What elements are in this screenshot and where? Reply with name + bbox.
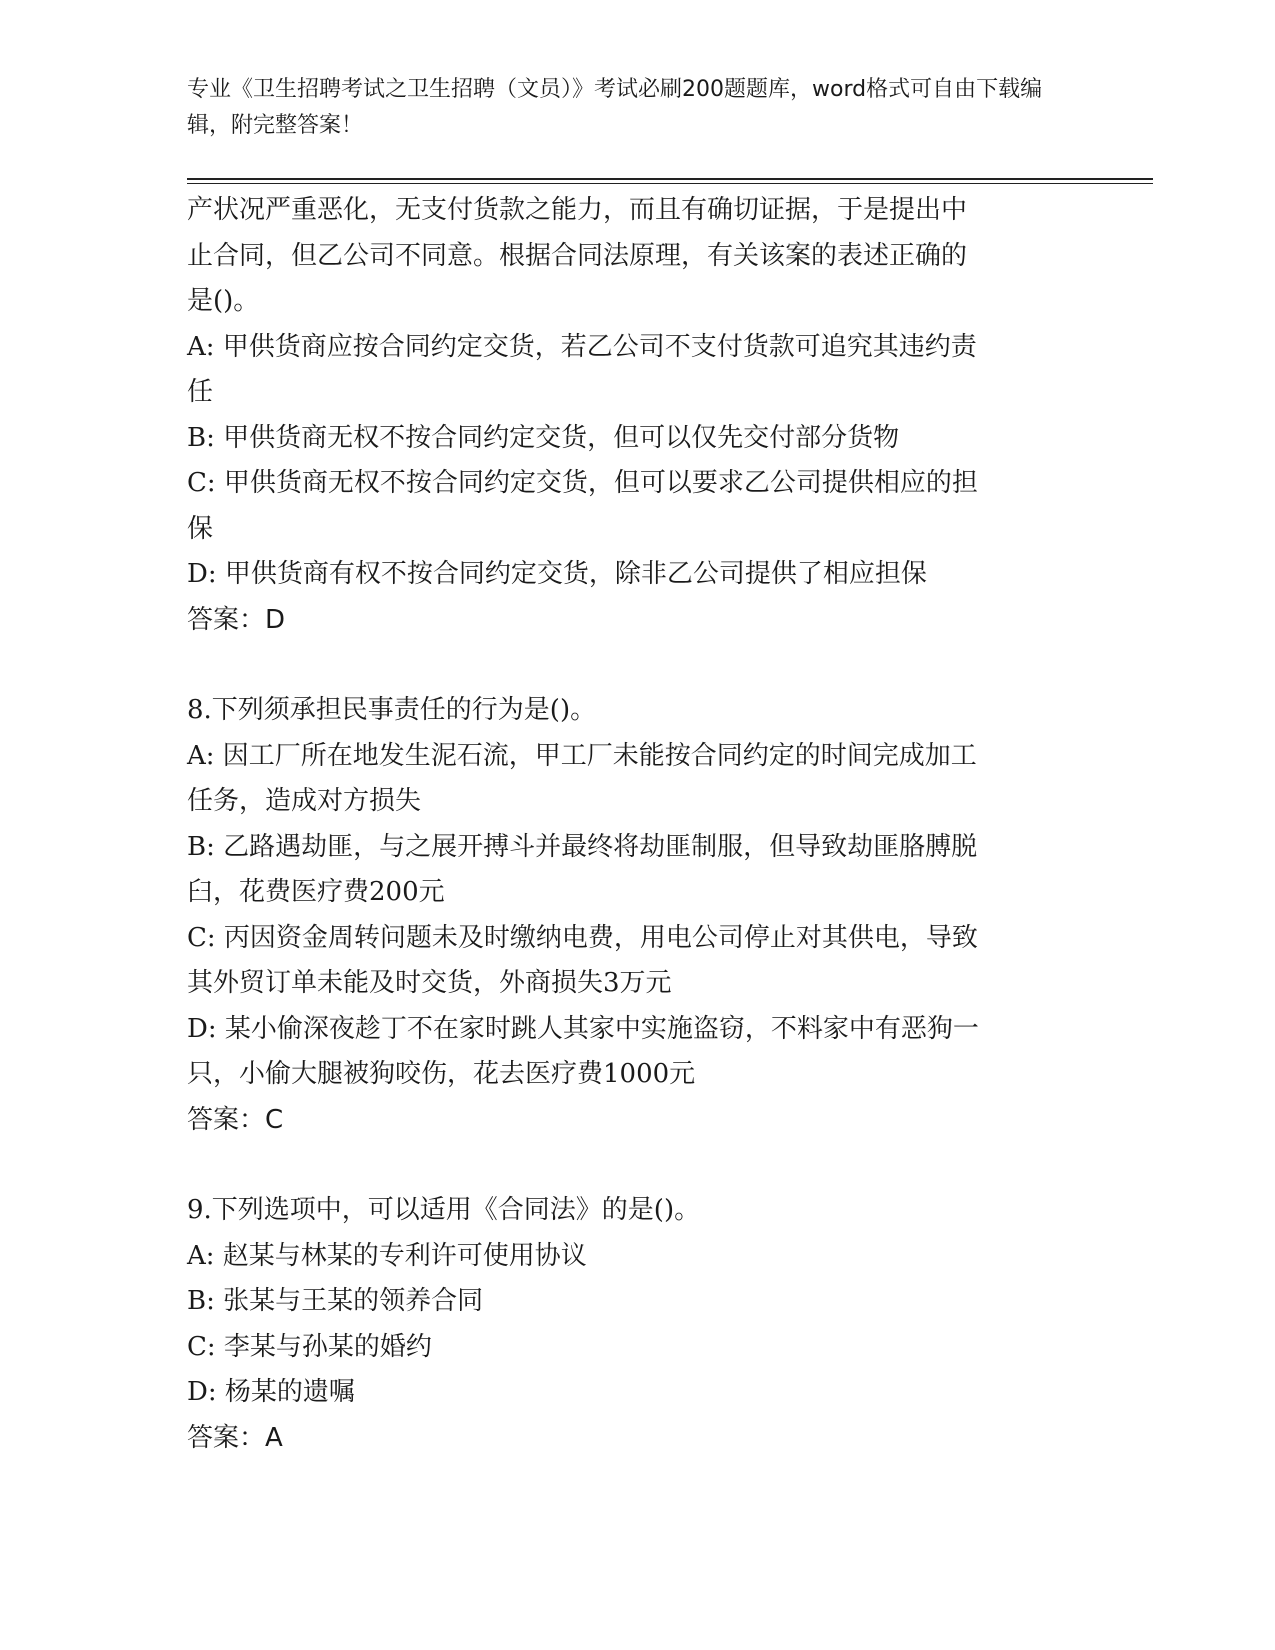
option-b-line: B: 张某与王某的领养合同 [187, 1286, 484, 1316]
option-a-line: A: 因工厂所在地发生泥石流，甲工厂未能按合同约定的时间完成加工 [187, 740, 977, 771]
question-stem: 9.下列选项中，可以适用《合同法》的是()。 [187, 1195, 701, 1225]
option-d-line: D: 甲供货商有权不按合同约定交货，除非乙公司提供了相应担保 [187, 559, 927, 589]
spacer [187, 643, 1087, 688]
option-b-line: 臼，花费医疗费200元 [187, 877, 445, 907]
answer-line: 答案：A [187, 1422, 283, 1453]
question-9 [187, 1188, 1087, 1461]
option-a-line: A: 赵某与林某的专利许可使用协议 [187, 1240, 587, 1271]
question-stem-line: 止合同，但乙公司不同意。根据合同法原理，有关该案的表述正确的 [187, 240, 968, 271]
option-d-line: D: 某小偷深夜趁丁不在家时跳人其家中实施盗窃，不料家中有恶狗一 [187, 1013, 979, 1044]
option-c-line: C: 李某与孙某的婚约 [187, 1331, 432, 1362]
option-b-line: B: 乙路遇劫匪，与之展开搏斗并最终将劫匪制服，但导致劫匪胳膊脱 [187, 831, 978, 862]
question-stem: 8.下列须承担民事责任的行为是()。 [187, 695, 597, 725]
option-d-line: 只，小偷大腿被狗咬伤，花去医疗费1000元 [187, 1059, 696, 1089]
option-c-line: C: 丙因资金周转问题未及时缴纳电费，用电公司停止对其供电，导致 [187, 922, 978, 953]
option-c-line: 其外贸订单未能及时交货，外商损失3万元 [187, 968, 672, 998]
answer-line: 答案：C [187, 1104, 284, 1135]
option-a-line: A: 甲供货商应按合同约定交货，若乙公司不支付货款可追究其违约责 [187, 331, 977, 362]
option-b-line: B: 甲供货商无权不按合同约定交货，但可以仅先交付部分货物 [187, 422, 900, 453]
spacer [187, 1143, 1087, 1188]
question-7 [187, 188, 1087, 643]
question-stem-line: 产状况严重恶化，无支付货款之能力，而且有确切证据，于是提出中 [187, 195, 968, 225]
answer-line: 答案：D [187, 604, 286, 635]
document-header: 专业《卫生招聘考试之卫生招聘（文员）》考试必刷200题题库，word格式可自由下载编辑，附完整答案！ [187, 77, 1043, 138]
document-body [187, 188, 1087, 1461]
question-8 [187, 688, 1087, 1143]
header-rule-thick [187, 178, 1153, 180]
option-c-line: 保 [187, 513, 214, 544]
header-rule-thin [187, 183, 1153, 184]
question-stem-line: 是()。 [187, 286, 260, 316]
option-a-line: 任务，造成对方损失 [187, 786, 422, 816]
option-c-line: C: 甲供货商无权不按合同约定交货，但可以要求乙公司提供相应的担 [187, 468, 978, 498]
option-a-line: 任 [187, 377, 214, 407]
option-d-line: D: 杨某的遗嘱 [187, 1377, 355, 1407]
